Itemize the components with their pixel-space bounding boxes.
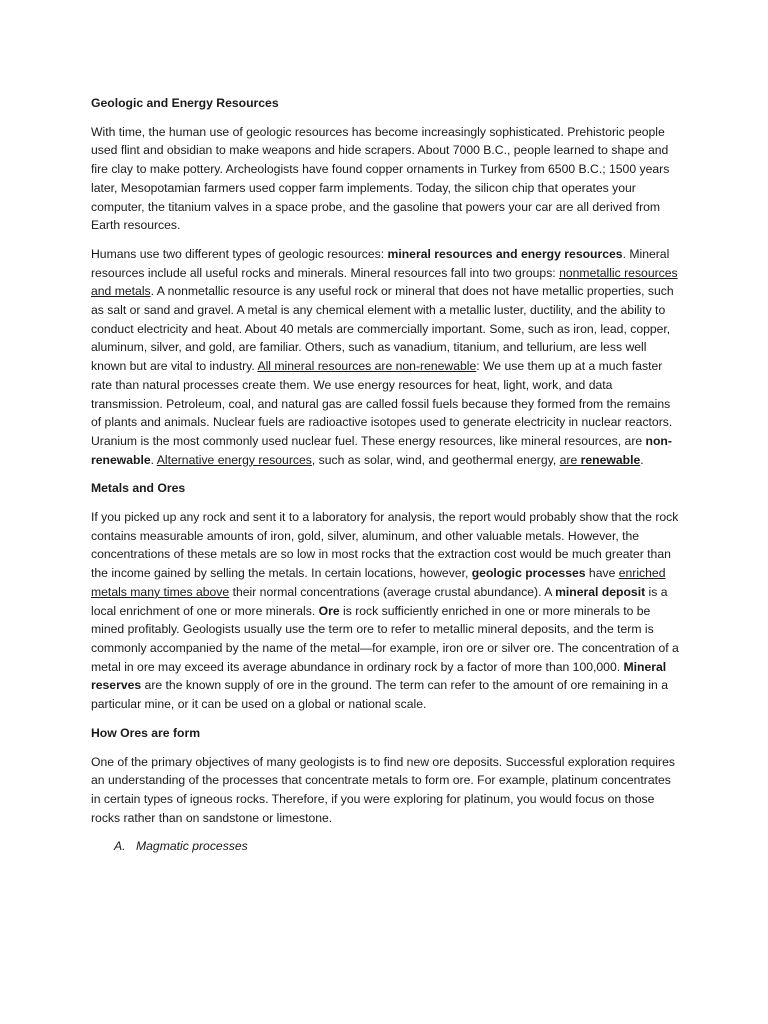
text-run: If you picked up any rock and sent it to a laboratory for analysis, the report would probably show that the rock contains measurable amounts of iron, gold, silver, aluminum, and other valuable metals. However, the concentrations of these metals are so low in most rocks that the extraction cost would be much greater than the income gained by selling the metals. In certain locations, however, <box>91 510 679 581</box>
bold-text: geologic processes <box>471 566 586 581</box>
bold-text: non-renewable <box>91 433 672 467</box>
document-title: Geologic and Energy Resources <box>91 96 279 110</box>
section-heading-how-ores-form: How Ores are form <box>91 725 201 740</box>
metals-ores-paragraph <box>91 508 681 714</box>
list-item-text: Magmatic processes <box>136 839 248 854</box>
underlined-bold-text <box>580 452 644 467</box>
underlined-text: enriched metals many times above <box>91 566 666 599</box>
text-run: , such as solar, wind, and geothermal energy, <box>311 452 560 467</box>
text-run: . <box>640 452 644 467</box>
underlined-text: All mineral resources are non-renewable <box>257 359 477 374</box>
bold-text: mineral deposit <box>555 584 646 599</box>
text-run: . Mineral resources include all useful rocks and minerals. Mineral resources fall into two groups: <box>91 246 670 280</box>
bold-text: Ore <box>318 603 340 618</box>
text-run: Humans use two different types of geologic resources: <box>91 246 388 261</box>
bold-text: renewable <box>580 452 641 467</box>
text-run: are the known supply of ore in the ground. The term can refer to the amount of ore remaining in a particular mine, or it can be used on a global or national scale. <box>91 678 669 712</box>
list-marker: A. <box>114 839 126 854</box>
underlined-text: Alternative energy resources <box>156 452 312 467</box>
text-run: have <box>585 566 619 581</box>
ore-exploration-paragraph: One of the primary objectives of many geologists is to find new ore deposits. Successful exploration requires an understanding of the processes that concentrate metals to form ore. For example, platinum concentrates in certain types of igneous rocks. Therefore, if you were exploring for platinum, you would focus on those rocks rather than on sandstone or limestone. <box>91 754 675 825</box>
resource-types-paragraph <box>91 245 681 469</box>
text-run: : We use them up at a much faster rate than natural processes create them. We use energy resources for heat, light, work, and data transmission. Petroleum, coal, and natural gas are called fossil fuels because they formed from the remains of plants and animals. Nuclear fuels are radioactive isotopes used to generate electricity in nuclear reactors. Uranium is the most commonly used nuclear fuel. These energy resources, like mineral resources, are <box>91 359 673 448</box>
underlined-text: nonmetallic resources and metals <box>91 265 678 299</box>
text-run: is rock sufficiently enriched in one or more minerals to be mined profitably. Geologists usually use the term ore to refer to metallic mineral deposits, and the term is commonly accompanied by the name of the metal—for example, iron ore or silver ore. The concentration of a metal in ore may exceed its average abundance in ordinary rock by a factor of more than 100,000. <box>91 603 679 674</box>
process-list <box>91 837 681 856</box>
underlined-text: are <box>559 452 581 467</box>
document-page <box>91 94 681 856</box>
section-heading-metals-and-ores: Metals and Ores <box>91 481 186 496</box>
bold-text: mineral resources and energy resources <box>387 246 623 261</box>
intro-paragraph: With time, the human use of geologic resources has become increasingly sophisticated. Prehistoric people used flint and obsidian to make weapons and hide scrapers. About 7000 B.C., people learned to shape and fire clay to make pottery. Archeologists have found copper ornaments in Turkey from 6500 B.C.; 1500 years later, Mesopotamian farmers used copper farm implements. Today, the silicon chip that operates your computer, the titanium valves in a space probe, and the gasoline that powers your car are all derived from Earth resources. <box>91 124 670 233</box>
list-item <box>91 837 681 856</box>
text-run: . <box>150 452 157 467</box>
text-run: is a local enrichment of one or more minerals. <box>91 584 668 618</box>
text-run: their normal concentrations (average crustal abundance). A <box>229 584 556 599</box>
bold-text: Mineral reserves <box>91 659 667 693</box>
text-run: . A nonmetallic resource is any useful rock or mineral that does not have metallic properties, such as salt or sand and gravel. A metal is any chemical element with a metallic luster, ductility, and the ability to conduct electricity and heat. About 40 metals are commercially important. Some, such as iron, lead, copper, aluminum, silver, and gold, are familiar. Others, such as vanadium, titanium, and tellurium, are less well known but are vital to industry. <box>91 284 674 374</box>
